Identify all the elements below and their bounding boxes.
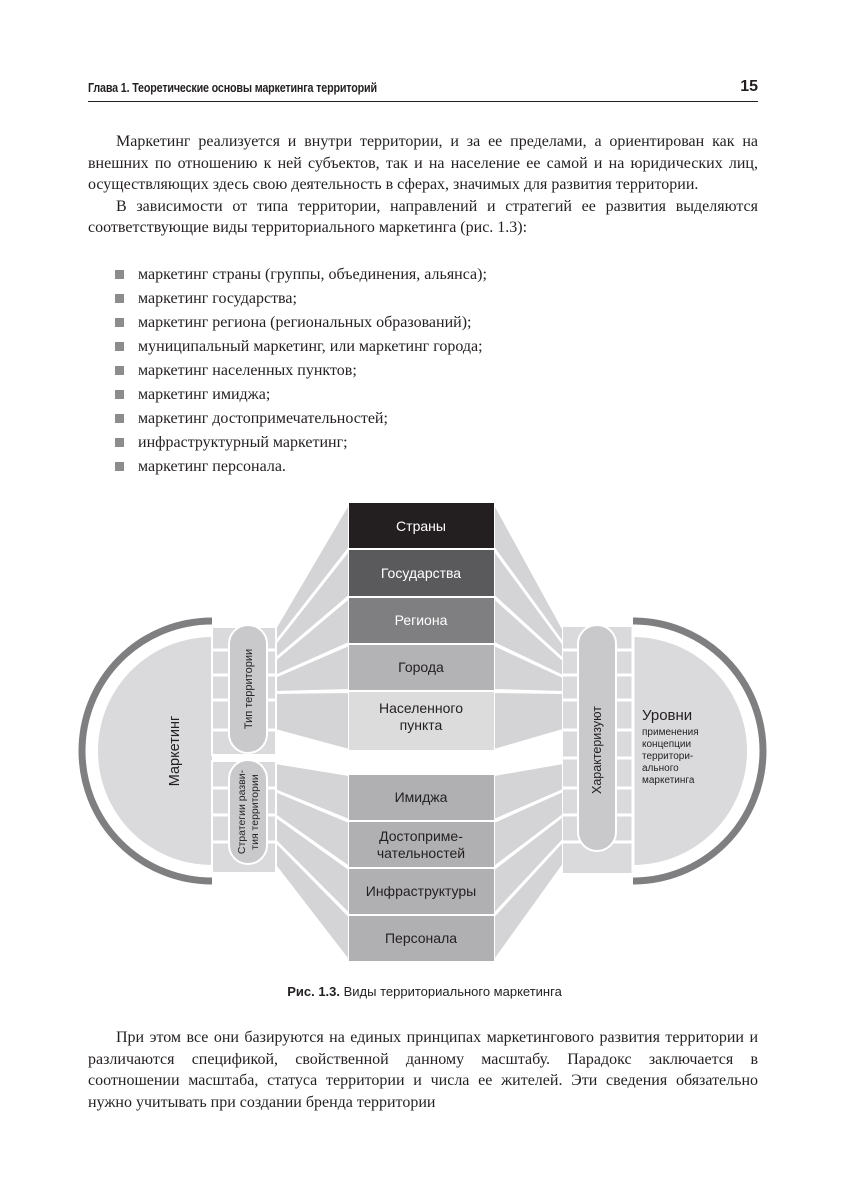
territory-type-label: Тип территории	[243, 648, 255, 730]
levels-line: концепции	[642, 739, 692, 750]
caption-number: Рис. 1.3.	[287, 984, 341, 999]
box-label: Имиджа	[394, 789, 448, 805]
strategy-stack	[349, 775, 494, 961]
territory-type-stack	[349, 503, 494, 750]
figure-caption	[0, 984, 849, 999]
box-label: Города	[398, 659, 444, 675]
box-label: Достоприме-	[379, 828, 463, 844]
running-header	[88, 77, 758, 102]
list-item: маркетинг достопримечательностей;	[88, 408, 758, 432]
chapter-title: Глава 1. Теоретические основы маркетинга территорий	[88, 81, 377, 95]
intro-text	[88, 131, 758, 239]
list-item: маркетинг населенных пунктов;	[88, 360, 758, 384]
page-number: 15	[740, 78, 758, 95]
intro-paragraph-2: В зависимости от типа территории, направлений и стратегий ее развития выделяются соответствующие виды территориального маркетинга (рис. 1.3):	[88, 197, 758, 236]
list-item: маркетинг персонала.	[88, 456, 758, 480]
left-semicircle	[82, 621, 212, 881]
list-item: маркетинг государства;	[88, 288, 758, 312]
caption-text: Виды территориального маркетинга	[340, 984, 562, 999]
box-label: Страны	[396, 518, 446, 534]
box-label: Инфраструктуры	[365, 883, 477, 899]
square-bullet-icon	[115, 438, 124, 447]
square-bullet-icon	[115, 366, 124, 375]
square-bullet-icon	[115, 294, 124, 303]
marketing-label: Маркетинг	[167, 715, 183, 787]
levels-line: ального	[642, 763, 679, 774]
fan-connector	[275, 692, 349, 750]
outro-paragraph: При этом все они базируются на единых принципах маркетингового развития территории и различаются спецификой, свойственной данному масштабу. Парадокс заключается в соотношении масштаба, статуса территории и числа ее жителей. Эти сведения обязательно нужно учитывать при создании бренда территории	[88, 1029, 758, 1111]
list-item: маркетинг имиджа;	[88, 384, 758, 408]
levels-title: Уровни	[642, 707, 693, 724]
list-item: инфраструктурный маркетинг;	[88, 432, 758, 456]
box-label: Региона	[394, 612, 448, 628]
strategy-label-line2: тия территории	[249, 774, 261, 850]
square-bullet-icon	[115, 414, 124, 423]
fan-connector	[494, 692, 563, 750]
square-bullet-icon	[115, 342, 124, 351]
strategy-pill	[229, 760, 267, 864]
strategy-label-line1: Стратегии разви-	[236, 769, 248, 855]
box-label: Населенного	[378, 700, 464, 716]
list-item: маркетинг страны (группы, объединения, альянса);	[88, 264, 758, 288]
box-label: Персонала	[384, 930, 458, 946]
box-label: чательностей	[376, 845, 466, 861]
box-label: пункта	[399, 717, 443, 733]
square-bullet-icon	[115, 270, 124, 279]
list-item: муниципальный маркетинг, или маркетинг города;	[88, 336, 758, 360]
bullet-list	[88, 264, 758, 480]
levels-description	[642, 727, 699, 786]
characterize-label: Характеризуют	[590, 706, 604, 794]
list-item: маркетинг региона (региональных образований);	[88, 312, 758, 336]
square-bullet-icon	[115, 390, 124, 399]
levels-line: маркетинга	[642, 775, 695, 786]
square-bullet-icon	[115, 318, 124, 327]
levels-line: территори-	[642, 751, 694, 762]
levels-line: применения	[642, 727, 699, 738]
square-bullet-icon	[115, 462, 124, 471]
intro-paragraph-1: Маркетинг реализуется и внутри территории, и за ее пределами, а ориентирован как на внешних по отношению к ней субъектов, так и на население ее самой и на юридических лиц, осуществляющих здесь свою деятельность в сферах, значимых для развития территории.	[88, 133, 758, 193]
box-label: Государства	[380, 565, 462, 581]
